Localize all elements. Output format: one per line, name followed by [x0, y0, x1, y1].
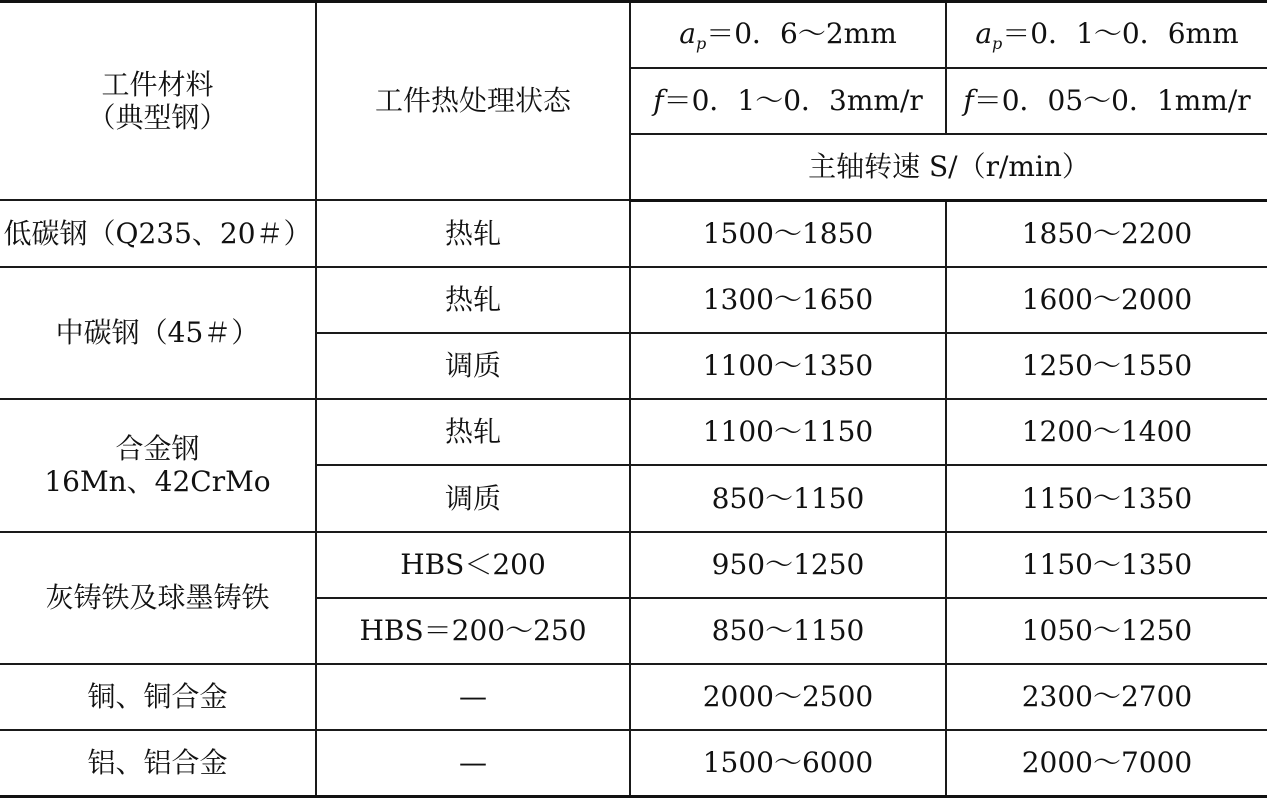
header-material-line2: （典型钢）: [87, 101, 228, 135]
state-cell: HBS＜200: [316, 532, 630, 598]
speed1-cell: 1500～1850: [630, 200, 946, 266]
header-col2-ap: [946, 2, 1267, 68]
speed1-cell: 1100～1350: [630, 333, 946, 399]
speed1-cell: 850～1150: [630, 465, 946, 531]
header-row-1: [0, 2, 1267, 68]
table-row: [0, 664, 1267, 730]
speed1-cell: 850～1150: [630, 598, 946, 664]
speed1-cell: 950～1250: [630, 532, 946, 598]
speed2-cell: 1150～1350: [946, 532, 1267, 598]
speed2-cell: 1850～2200: [946, 200, 1267, 266]
speed1-cell: 2000～2500: [630, 664, 946, 730]
table-row: [0, 267, 1267, 333]
state-cell: 热轧: [316, 200, 630, 266]
table-row: [0, 399, 1267, 465]
speed2-cell: 2000～7000: [946, 730, 1267, 796]
header-col1-ap: [630, 2, 946, 68]
speed2-cell: 1250～1550: [946, 333, 1267, 399]
ap-var: a: [679, 16, 696, 50]
table-row: [0, 532, 1267, 598]
f-var: f: [963, 84, 974, 118]
f-value: ＝0．1～0．3mm/r: [663, 84, 923, 118]
speed1-cell: 1300～1650: [630, 267, 946, 333]
state-cell: —: [316, 664, 630, 730]
material-cell: 灰铸铁及球墨铸铁: [0, 532, 316, 665]
header-heat-treatment: 工件热处理状态: [316, 2, 630, 201]
header-col1-f: [630, 68, 946, 134]
header-spindle-speed: 主轴转速 S/（r/min）: [630, 134, 1267, 200]
ap-subscript: p: [992, 33, 1003, 53]
header-material-line1: 工件材料: [101, 67, 214, 101]
speed2-cell: 1600～2000: [946, 267, 1267, 333]
state-cell: 热轧: [316, 267, 630, 333]
table-row: [0, 200, 1267, 266]
speed2-cell: 2300～2700: [946, 664, 1267, 730]
state-cell: 热轧: [316, 399, 630, 465]
material-cell: 中碳钢（45＃）: [0, 267, 316, 400]
material-cell: 铝、铝合金: [0, 730, 316, 796]
speed1-cell: 1100～1150: [630, 399, 946, 465]
f-var: f: [653, 84, 664, 118]
state-cell: 调质: [316, 333, 630, 399]
state-cell: HBS＝200～250: [316, 598, 630, 664]
header-col2-f: [946, 68, 1267, 134]
state-cell: 调质: [316, 465, 630, 531]
material-cell: 铜、铜合金: [0, 664, 316, 730]
speed2-cell: 1200～1400: [946, 399, 1267, 465]
ap-subscript: p: [695, 33, 707, 53]
header-material: [0, 2, 316, 201]
f-value: ＝0．05～0．1mm/r: [973, 84, 1251, 118]
material-cell: [0, 399, 316, 532]
ap-value: ＝0．1～0．6mm: [1002, 16, 1239, 50]
state-cell: —: [316, 730, 630, 796]
speed2-cell: 1050～1250: [946, 598, 1267, 664]
table-row: [0, 730, 1267, 796]
material-line2: 16Mn、42CrMo: [44, 465, 271, 499]
speed2-cell: 1150～1350: [946, 465, 1267, 531]
ap-value: ＝0．6～2mm: [706, 16, 897, 50]
material-line1: 合金钢: [115, 431, 200, 465]
speed1-cell: 1500～6000: [630, 730, 946, 796]
material-cell: 低碳钢（Q235、20＃）: [0, 200, 316, 266]
ap-var: a: [975, 16, 993, 50]
